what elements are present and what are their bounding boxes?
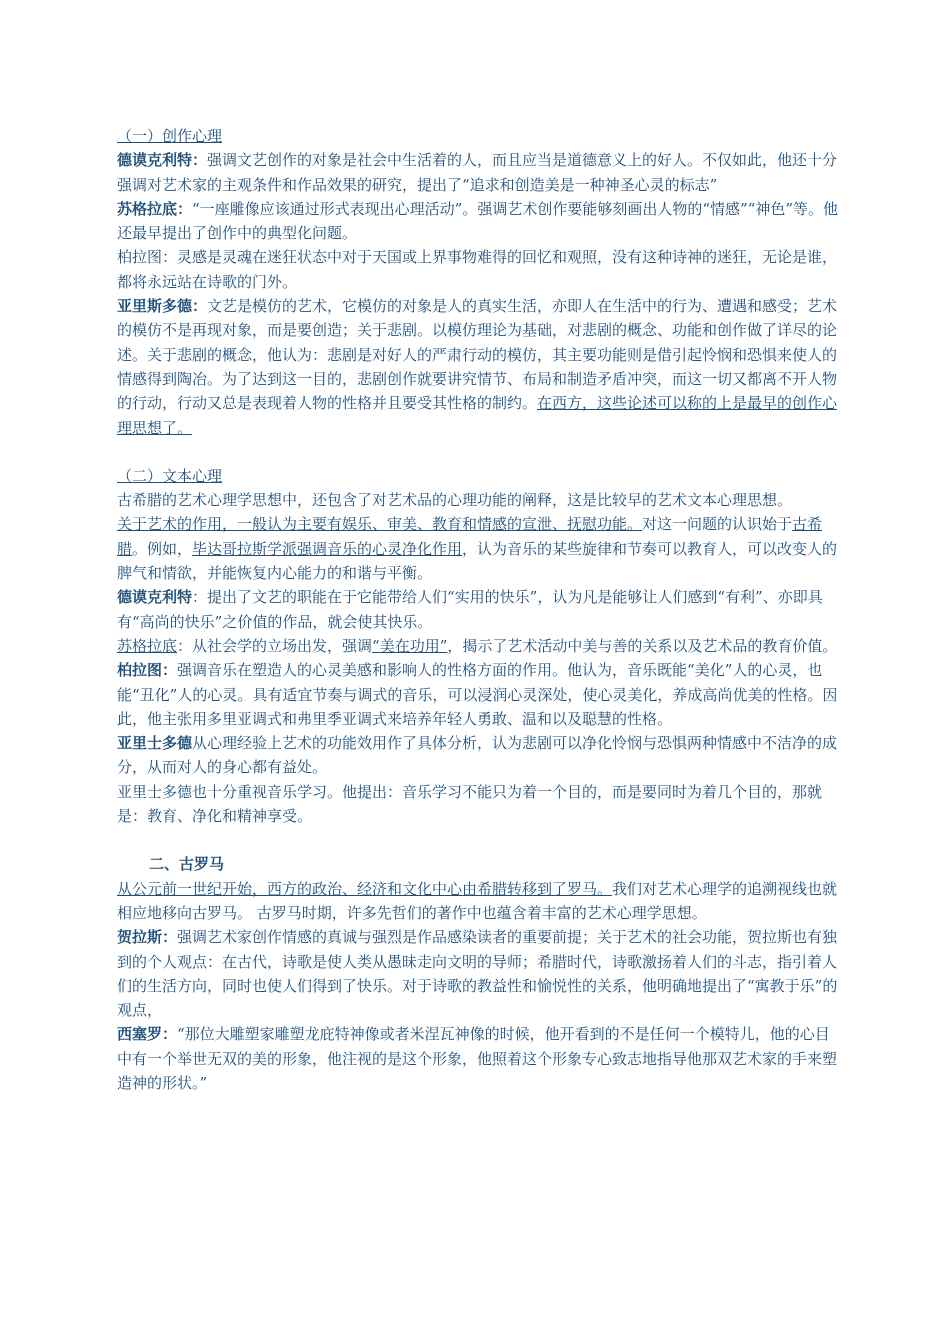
section-heading-creation: （一）创作心理 [117,127,223,145]
document-page [117,124,843,1095]
paragraph-democritus-creation: 德谟克利特：强调文艺创作的对象是社会中生活着的人，而且应当是道德意义上的好人。不仅如此，他还十分强调对艺术家的主观条件和作品效果的研究，提出了“追求和创造美是一种神圣心灵的标志” [117,151,838,194]
paragraph-plato-creation: 柏拉图：灵感是灵魂在迷狂状态中对于天国或上界事物难得的回忆和观照，没有这种诗神的迷狂，无论是谁，都将永远站在诗歌的门外。 [117,248,838,291]
paragraph-horace: 贺拉斯：强调艺术家创作情感的真诚与强烈是作品感染读者的重要前提；关于艺术的社会功能，贺拉斯也有独到的个人观点：在古代，诗歌是使人类从愚昧走向文明的导师；希腊时代，诗歌激扬着人们的斗志，指引着人们的生活方向，同时也使人们得到了快乐。对于诗歌的教益性和愉悦性的关系，他明确地提出了“寓教于乐”的观点， [117,928,838,1020]
section-heading-rome: 二、古罗马 [149,855,225,874]
paragraph-socrates-text: 苏格拉底：从社会学的立场出发，强调“美在功用”，揭示了艺术活动中美与善的关系以及艺术品的教育价值。 [117,636,838,655]
paragraph-aristotle-creation: 亚里斯多德：文艺是模仿的艺术，它模仿的对象是人的真实生活，亦即人在生活中的行为、遭遇和感受；艺术的模仿不是再现对象，而是要创造；关于悲剧。以模仿理论为基础，对悲剧的概念、功能和创作做了详尽的论述。关于悲剧的概念，他认为：悲剧是对好人的严肃行动的模仿，其主要功能则是借引起怜悯和恐惧来使人的情感得到陶冶。为了达到这一目的，悲剧创作就要讲究情节、布局和制造矛盾冲突，而这一切又都离不开人物的行动，行动又总是表现着人物的性格并且要受其性格的制约。在西方，这些论述可以称的上是最早的创作心理思想了。 [117,297,838,437]
paragraph-democritus-text: 德谟克利特：提出了文艺的职能在于它能带给人们“实用的快乐”，认为凡是能够让人们感到“有利”、亦即具有“高尚的快乐”之价值的作品，就会使其快乐。 [117,588,823,631]
name-aristotle: 亚里士多德 [117,734,193,753]
name-socrates: 苏格拉底： [117,199,193,218]
name-horace: 贺拉斯： [117,928,178,947]
name-socrates: 苏格拉底 [117,636,178,655]
name-democritus: 德谟克利特： [117,151,208,170]
paragraph-socrates-creation: 苏格拉底：“一座雕像应该通过形式表现出心理活动”。强调艺术创作要能够刻画出人物的“情感”“神色”等。他还最早提出了创作中的典型化问题。 [117,199,839,243]
paragraph-cicero: 西塞罗：“那位大雕塑家雕塑龙庇特神像或者米涅瓦神像的时候，他开看到的不是任何一个模特儿，他的心目中有一个举世无双的美的形象，他注视的是这个形象，他照着这个形象专心致志地指导他那双艺术家的手来塑造神的形状。” [117,1025,838,1092]
paragraph-plato-text: 柏拉图：强调音乐在塑造人的心灵美感和影响人的性格方面的作用。他认为，音乐既能“美化”人的心灵，也能“丑化”人的心灵。具有适宜节奏与调式的音乐，可以浸润心灵深处，使心灵美化，养成高尚优美的性格。因此，他主张用多里亚调式和弗里季亚调式来培养年轻人勇敢、温和以及聪慧的性格。 [117,661,838,728]
paragraph-aristotle-text: 亚里士多德从心理经验上艺术的功能效用作了具体分析，认为悲剧可以净化怜悯与恐惧两种情感中不洁净的成分，从而对人的身心都有益处。 [117,734,838,777]
name-plato: 柏拉图： [117,661,178,680]
paragraph-art-function: 关于艺术的作用，一般认为主要有娱乐、审美、教育和情感的宣泄、抚慰功能。对这一问题的认识始于古希腊。例如，毕达哥拉斯学派强调音乐的心灵净化作用，认为音乐的某些旋律和节奏可以教育人，可以改变人的脾气和情欲，并能恢复内心能力的和谐与平衡。 [117,515,838,583]
name-aristotle: 亚里斯多德： [117,297,208,316]
section-heading-text: （二）文本心理 [117,466,223,485]
name-democritus: 德谟克利特 [117,588,193,607]
paragraph-aristotle-music: 亚里士多德也十分重视音乐学习。他提出：音乐学习不能只为着一个目的，而是要同时为着几个目的，那就是：教育、净化和精神享受。 [117,782,823,826]
paragraph-rome-intro: 从公元前一世纪开始，西方的政治、经济和文化中心由希腊转移到了罗马。我们对艺术心理学的追溯视线也就相应地移向古罗马。 古罗马时期，许多先哲们的著作中也蕴含着丰富的艺术心理学思想。 [117,879,838,922]
paragraph-text-intro: 古希腊的艺术心理学思想中，还包含了对艺术品的心理功能的阐释，这是比较早的艺术文本心理思想。 [117,491,793,510]
name-cicero: 西塞罗： [117,1025,178,1044]
